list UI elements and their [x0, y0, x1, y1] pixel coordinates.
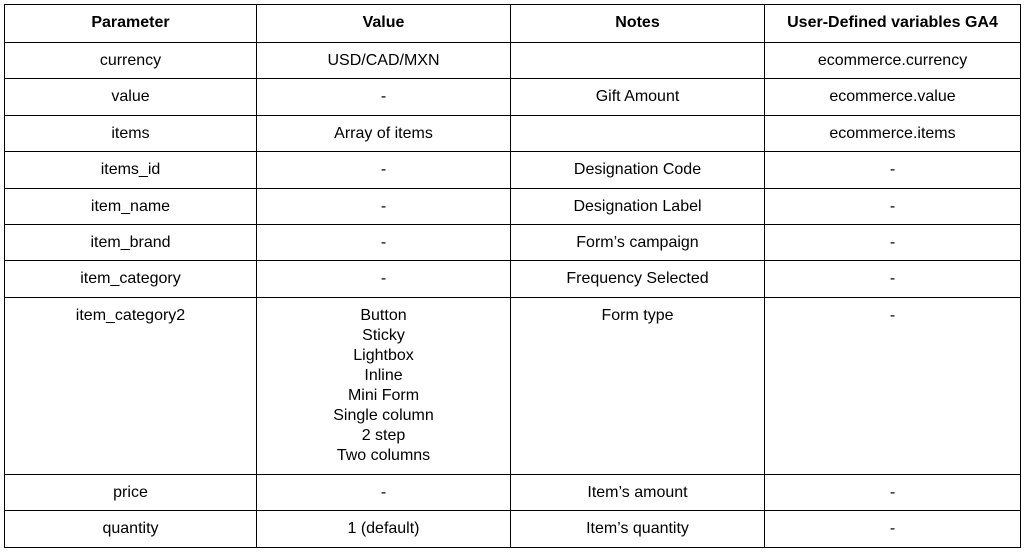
cell-value [257, 297, 511, 474]
table-row [5, 79, 1021, 115]
cell-value: - [257, 152, 511, 188]
cell-notes: Form’s campaign [511, 224, 765, 260]
table-row [5, 188, 1021, 224]
header-notes: Notes [511, 5, 765, 43]
cell-ga4: ecommerce.value [765, 79, 1021, 115]
cell-ga4: - [765, 511, 1021, 547]
form-type-option: Single column [333, 406, 434, 424]
cell-ga4: - [765, 474, 1021, 510]
cell-ga4: - [765, 188, 1021, 224]
cell-parameter: item_brand [5, 224, 257, 260]
cell-parameter: currency [5, 43, 257, 79]
cell-notes: Item’s quantity [511, 511, 765, 547]
cell-value: - [257, 79, 511, 115]
header-value: Value [257, 5, 511, 43]
table-row [5, 474, 1021, 510]
form-type-option: Mini Form [347, 386, 420, 404]
header-ga4-variables: User-Defined variables GA4 [765, 5, 1021, 43]
cell-value: Array of items [257, 115, 511, 151]
cell-ga4: ecommerce.currency [765, 43, 1021, 79]
cell-notes: Form type [511, 297, 765, 474]
cell-notes: Item’s amount [511, 474, 765, 510]
table-row [5, 511, 1021, 547]
cell-value: - [257, 224, 511, 260]
cell-notes: Frequency Selected [511, 261, 765, 297]
cell-parameter: item_category [5, 261, 257, 297]
cell-ga4: ecommerce.items [765, 115, 1021, 151]
table-row [5, 115, 1021, 151]
cell-value: USD/CAD/MXN [257, 43, 511, 79]
cell-value: - [257, 261, 511, 297]
table-row [5, 261, 1021, 297]
table-row [5, 152, 1021, 188]
form-type-option: Two columns [336, 446, 431, 464]
cell-notes [511, 43, 765, 79]
cell-notes: Designation Code [511, 152, 765, 188]
table-row [5, 297, 1021, 474]
cell-ga4: - [765, 152, 1021, 188]
cell-notes: Gift Amount [511, 79, 765, 115]
table-row [5, 43, 1021, 79]
table-row [5, 224, 1021, 260]
cell-value: 1 (default) [257, 511, 511, 547]
parameters-table [4, 4, 1021, 548]
header-parameter: Parameter [5, 5, 257, 43]
header-row [5, 5, 1021, 43]
form-type-option: Lightbox [353, 346, 414, 364]
form-type-option: 2 step [361, 426, 406, 444]
form-type-option: Sticky [362, 326, 405, 344]
cell-value: - [257, 474, 511, 510]
cell-parameter: items_id [5, 152, 257, 188]
cell-notes [511, 115, 765, 151]
cell-notes: Designation Label [511, 188, 765, 224]
cell-parameter: quantity [5, 511, 257, 547]
cell-parameter: item_category2 [5, 297, 257, 474]
cell-value: - [257, 188, 511, 224]
cell-parameter: item_name [5, 188, 257, 224]
form-type-option: Button [360, 306, 407, 324]
cell-parameter: price [5, 474, 257, 510]
cell-parameter: value [5, 79, 257, 115]
cell-parameter: items [5, 115, 257, 151]
cell-ga4: - [765, 297, 1021, 474]
cell-ga4: - [765, 224, 1021, 260]
form-type-option: Inline [364, 366, 403, 384]
cell-ga4: - [765, 261, 1021, 297]
